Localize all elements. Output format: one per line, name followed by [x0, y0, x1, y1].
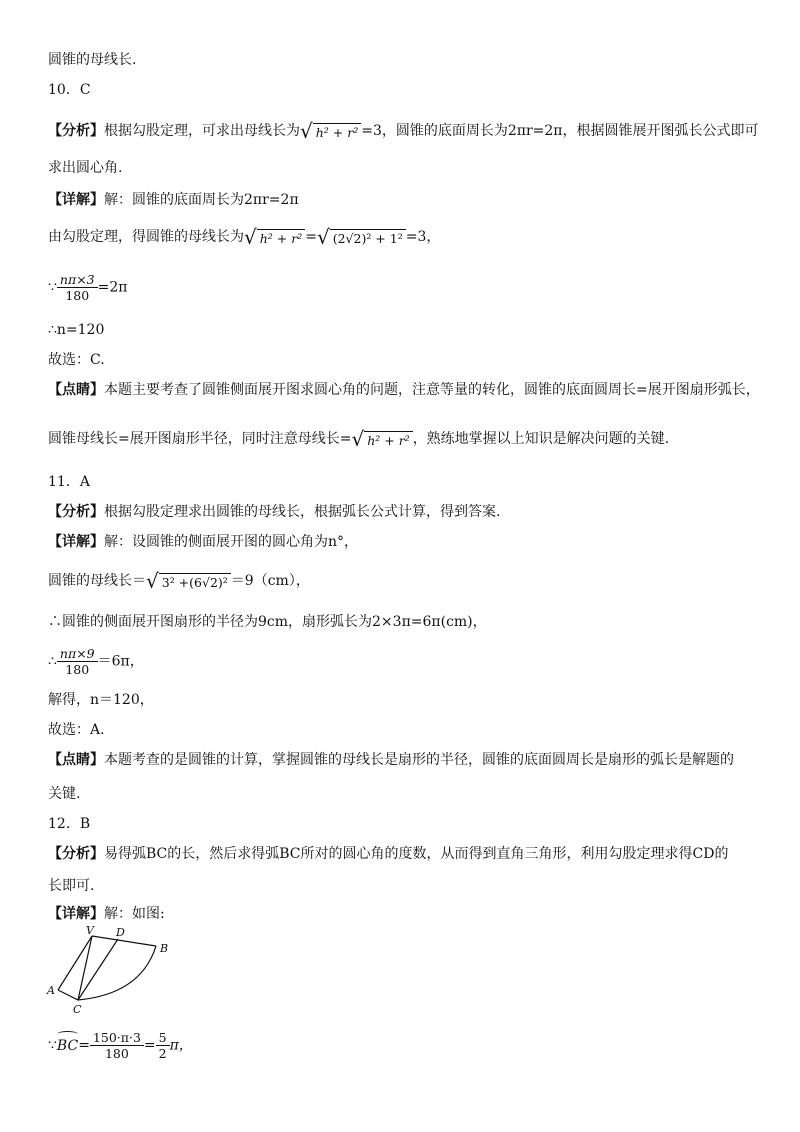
denominator: 2: [158, 1046, 167, 1061]
text-line: [48, 50, 136, 70]
numerator: 150·π·3: [90, 1030, 144, 1046]
fraction: [156, 1030, 170, 1061]
analysis-tag: 【分析】: [48, 123, 104, 139]
sqrt-body: h² + r²: [364, 431, 412, 450]
numerator: nπ×9: [57, 646, 98, 662]
text: =: [305, 229, 317, 245]
text: 求出圆心角.: [48, 160, 123, 176]
detail-tag: 【详解】: [48, 906, 104, 922]
q10-comment-line2: [48, 428, 669, 450]
because-symbol: ∵: [48, 1037, 57, 1054]
q10-comment: [48, 380, 760, 400]
text: 圆锥的母线长.: [48, 52, 137, 68]
q11-comment: [48, 750, 734, 770]
sector-diagram: [46, 924, 186, 1016]
text: ∴圆锥的侧面展开图扇形的半径为9cm，扇形弧长为2×3π=6π(cm)，: [48, 614, 487, 630]
q11-solve: [48, 690, 154, 710]
q11-analysis: [48, 502, 500, 522]
text: 解：设圆锥的侧面展开图的圆心角为n°，: [104, 534, 359, 550]
text: =2π: [97, 279, 128, 296]
q11-comment-line2: [48, 784, 80, 804]
sqrt-body: 3² +(6√2)²: [159, 573, 231, 592]
text: 故选：A.: [48, 722, 105, 738]
label-v: V: [86, 924, 94, 937]
comment-tag: 【点睛】: [48, 752, 104, 768]
text: 故选：C.: [48, 352, 105, 368]
text: ∴n=120: [48, 322, 105, 338]
text: =: [143, 1037, 156, 1054]
q10-detail: [48, 190, 299, 210]
text: =3，: [405, 229, 441, 245]
text: ＝9（cm），: [230, 573, 310, 589]
q11-detail-line3: [48, 612, 487, 632]
sqrt-body: h² + r²: [257, 229, 305, 248]
text: 易得弧BC的长，然后求得弧BC所对的圆心角的度数，从而得到直角三角形，利用勾股定理求得CD的: [104, 846, 729, 862]
q12-detail: [48, 904, 165, 924]
sqrt-body: (2√2)² + 1²: [330, 229, 406, 248]
label-b: B: [160, 942, 169, 955]
q11-detail: [48, 532, 358, 552]
detail-tag: 【详解】: [48, 534, 104, 550]
question-number-11: [48, 472, 90, 492]
q11-therefore: [48, 646, 144, 677]
denominator: 180: [65, 662, 90, 677]
comment-tag: 【点睛】: [48, 382, 104, 398]
text: 解：如图:: [104, 906, 165, 922]
text: 12．B: [48, 816, 91, 832]
sqrt-expression: √ (2√2)² + 1²: [317, 226, 406, 248]
text: 由勾股定理，得圆锥的母线长为: [48, 229, 244, 245]
q10-analysis-cont: [48, 158, 122, 178]
text: 根据勾股定理，可求出母线长为: [104, 123, 300, 139]
arc-symbol: [57, 1031, 78, 1037]
q10-detail-line2: [48, 226, 440, 248]
therefore-symbol: ∴: [48, 653, 57, 670]
text: 解：圆锥的底面周长为2πr=2π: [104, 192, 299, 208]
arc-acb: [58, 946, 156, 1000]
fraction: [57, 272, 98, 303]
text: 关键.: [48, 786, 81, 802]
because-symbol: ∵: [48, 279, 57, 296]
text: 10．C: [48, 82, 91, 98]
fraction: [57, 646, 98, 677]
question-number-10: [48, 80, 91, 100]
arc-bc: [57, 1032, 78, 1056]
label-c: C: [73, 1003, 82, 1016]
q12-analysis-line2: [48, 876, 94, 896]
sqrt-expression: √ h² + r²: [351, 428, 412, 450]
sqrt-expression: √ h² + r²: [300, 120, 361, 142]
analysis-tag: 【分析】: [48, 846, 104, 862]
q12-arc-equation: [48, 1030, 193, 1061]
sqrt-body: h² + r²: [313, 123, 361, 142]
sqrt-expression: √ 3² +(6√2)²: [146, 570, 231, 592]
q11-choice: [48, 720, 105, 740]
text: 圆锥母线长=展开图扇形半径，同时注意母线长=: [48, 431, 352, 447]
text: =3，圆锥的底面周长为2πr=2π，根据圆锥展开图弧长公式即可: [361, 123, 759, 139]
denominator: 180: [104, 1046, 129, 1061]
label-a: A: [47, 984, 55, 997]
text: 长即可.: [48, 878, 95, 894]
q10-choice: [48, 350, 105, 370]
text: 本题考查的是圆锥的计算，掌握圆锥的母线长是扇形的半径，圆锥的底面圆周长是扇形的弧长是解题的: [104, 752, 734, 768]
segment-va: [58, 936, 92, 990]
text: π，: [169, 1037, 193, 1054]
text: 11．A: [48, 474, 90, 490]
text: 根据勾股定理求出圆锥的母线长，根据弧长公式计算，得到答案.: [104, 504, 501, 520]
q12-analysis: [48, 844, 728, 864]
question-number-12: [48, 814, 90, 834]
numerator: 5: [156, 1030, 170, 1046]
text: 本题主要考查了圆锥侧面展开图求圆心角的问题，注意等量的转化，圆锥的底面圆周长=展开图扇形弧长，: [104, 382, 760, 398]
fraction: [90, 1030, 144, 1061]
text: 解得，n＝120，: [48, 692, 154, 708]
text: ＝6π，: [97, 653, 144, 670]
denominator: 180: [65, 288, 90, 303]
text: ，熟练地掌握以上知识是解决问题的关键.: [412, 431, 670, 447]
text: =: [78, 1037, 90, 1054]
text: 圆锥的母线长＝: [48, 573, 146, 589]
analysis-tag: 【分析】: [48, 504, 104, 520]
q11-detail-line2: [48, 570, 310, 592]
label-d: D: [116, 926, 125, 939]
q10-therefore: [48, 320, 104, 340]
detail-tag: 【详解】: [48, 192, 104, 208]
q10-analysis: [48, 120, 759, 142]
numerator: nπ×3: [57, 272, 98, 288]
text: BC: [56, 1037, 79, 1054]
q10-because: [48, 272, 127, 303]
sqrt-expression: √ h² + r²: [244, 226, 305, 248]
